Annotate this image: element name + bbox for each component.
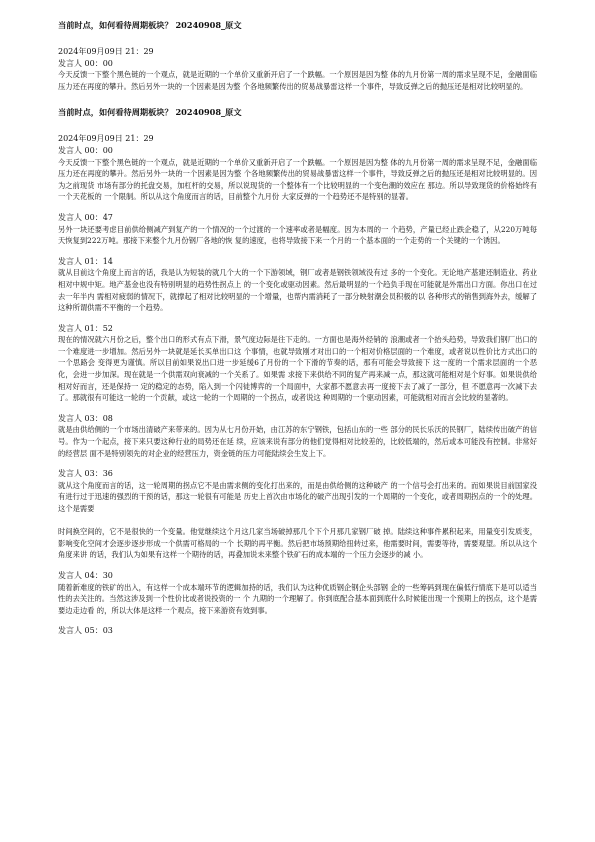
document-title: 当前时点，如何看待周期板块？ 20240908_原文 — [58, 20, 242, 30]
transcript-paragraph: 就是由供给侧的一个市场出清破产来带来的。因为从七月份开始，由江苏的东宁钢铁，包括山东的一些 部分的民长乐沃的民钢厂，陆续传出破产的信号。作为一个起点，接下来只要这种行业的局势还在延 续，应该来说有部分的他们觉得相对比较差的，比较低端的，然后或本可能没有控制。非常好的经营层 面不是特别领先的对企业的经营压力，资金链的压力可能陆续会生发上下。 — [58, 425, 537, 458]
section-1 — [58, 20, 537, 92]
transcript-block — [58, 625, 537, 637]
document-title: 当前时点，如何看待周期板块？ 20240908_原文 — [58, 107, 242, 118]
document-datetime: 2024年09月09日 21：29 — [58, 134, 154, 144]
transcript-paragraph: 今天反馈一下整个黑色链的一个观点，就是近期的一个单价又重新开启了一个跌幅。一个原因是因为整 体的九月份第一周的需求呈现不足，金融面临压力还在再度的攀升。然后另外一块的一个因素是因为整 个各地频繁传出的贸易战暴雷这样一个事件，导致反弹之后的抛压还是相对比较明显的。因为之前现货 市场有部分的托盘交易，加杠杆的交易，所以说现货的一个整体有一个比较明显的一个变色潮的效应在 那边。所以导致现货的价格始终有一个天花板的 一个限制。所以从这个角度而言的话，目前整个九月份 大家反弹的一个趋势还不是特别的显著。 — [58, 157, 537, 202]
speaker-timestamp: 发言人 03：08 — [58, 413, 113, 423]
transcript-block — [58, 256, 537, 314]
transcript-paragraph: 另外一块还要考虑目前供给侧减产到复产的一个情况的一个过渡的一个速率或者是幅度。因为本周的一 个趋势，产量已经止跌企稳了，从220万吨每天恢复到222万吨。那接下来整个九月份钢厂各地的恢 复的速度，也将导致接下来一个月的一个基本面的一个走势的一个关键的一个诱因。 — [58, 224, 537, 246]
transcript-block — [58, 145, 537, 203]
speaker-timestamp: 发言人 05：03 — [58, 626, 113, 636]
speaker-timestamp: 发言人 00：00 — [58, 58, 113, 68]
transcript-paragraph: 现在的情况就六月份之后，整个出口的形式有点下滑，景气度边际是往下走的。一方面也是海外经销的 浪潮或者一个抬头趋势，导致我们钢厂出口的一个难度进一步增加。然后另外一块就是延长买单出口这 个事情，也就导致刚才对出口的一个相对价格层面的一个难度，或者说以性价比方式出口的一个思路会 变得更为谨慎。所以目前如果说出口进一步延缓6了月份的一个下滑的节奏的话，那有可能会导致接下 这一度的一个需求层面的一个恶化，会进一步加深。现在就是一个供需双向衰减的一个关系了。如果需 求接下来供给不同的复产再来减一点，那这就可能相对是个好事。如果说供给相对好而言，还是保持一 定的稳定的态势，陷入到一个闪徒博弈的一个局面中，大家都不愿意去再一度接下去了减了一部分，但 不愿意再一次减下去了。那就很有可能这一轮的一个贡献，或这一轮的一个周期的一个拐点，或者说这 种周期的一个驱动因素，可能就相对而言会比较的显著的。 — [58, 335, 537, 403]
speaker-timestamp: 发言人 00：47 — [58, 212, 113, 222]
speaker-timestamp: 发言人 03：36 — [58, 469, 113, 479]
speaker-timestamp: 发言人 01：52 — [58, 323, 113, 333]
transcript-block — [58, 570, 537, 616]
transcript-paragraph: 就从目前这个角度上而言的话，我是认为短装的就几个大的一个下游领域，钢厂或者是钢铁领域没有过 多的一个变化。无论地产基建还制造业、药业相对中规中矩。地产基金也没有特别明显的趋势性拐点上 的一个变化或驱动因素。然后最明显的一个趋负手现在可能就是外需出口方面。你出口在过去一年半内 需相对疲弱的情况下，就撑起了相对比较明显的一个增量，也帮内需消耗了一部分映射潮会员积极的以 各种形式的销售到海外去，缓解了这种所谓供需不平衡的一个趋势。 — [58, 268, 537, 313]
transcript-block — [58, 413, 537, 459]
transcript-block — [58, 323, 537, 404]
transcript-paragraph: 随着新难度的铁矿的出入，有这样一个成本端环节的逻辑加持的话，我们认为这种优质钢企钢企头部钢 企的一些筹码到现在偏低行情底下是可以适当性的去关注的。当然这涉及到一个性价比或者说投资的一 个 九期的一个理解了。你到底配合基本面到底什么时候能出现一个预期上的拐点，这个是需要边走边看 的，所以大体是这样一个观点，接下来游资有效到事。 — [58, 582, 537, 615]
transcript-paragraph: 今天反馈一下整个黑色链的一个观点，就是近期的一个单价又重新开启了一个跌幅。一个原因是因为整 体的九月份第一周的需求呈现不足，金融面临压力还在再度的攀升。然后另外一块的一个因素是因为整 个各地频繁传出的贸易战暴雷这样一个事件，导致反弹之后的抛压还是相对比较明显的。 — [58, 70, 537, 91]
transcript-block — [58, 212, 537, 247]
speaker-timestamp: 发言人 00：00 — [58, 145, 113, 155]
document-datetime: 2024年09月09日 21：29 — [58, 47, 154, 56]
transcript-block — [58, 468, 537, 561]
transcript-paragraph: 就从这个角度而言的话，这一轮周期的拐点它不是由需求侧的变化打出来的，而是由供给侧的这种破产 的一个信号会打出来的。而如果说目前国家没有进行过于迅速的强烈的干预的话，那这一轮很有可能是 历史上首次由市场化的破产出现引发的一个周期的一个变化，或者周期拐点的一个的处理。这个是需要 时间换空间的，它不是很快的一个变量。他觉继续这个月这几家当场破掉那几个下个月那几家钢厂破 掉。陆续这种事件累积起来，用量变引发质变，影响变化空间才会逐步逐步形成一个供需可格局的一个 长期的再平衡。然后把市场预期给扭转过来，他需要时间，需要等待，需要观望。所以从这个角度来讲 的话，我们认为如果有这样一个期待的话，再叠加说未来整个铁矿石的成本端的一个压力会逐步的减 小。 — [58, 480, 537, 560]
section-2 — [58, 107, 537, 637]
speaker-timestamp: 发言人 04：30 — [58, 570, 113, 580]
speaker-timestamp: 发言人 01：14 — [58, 256, 113, 266]
